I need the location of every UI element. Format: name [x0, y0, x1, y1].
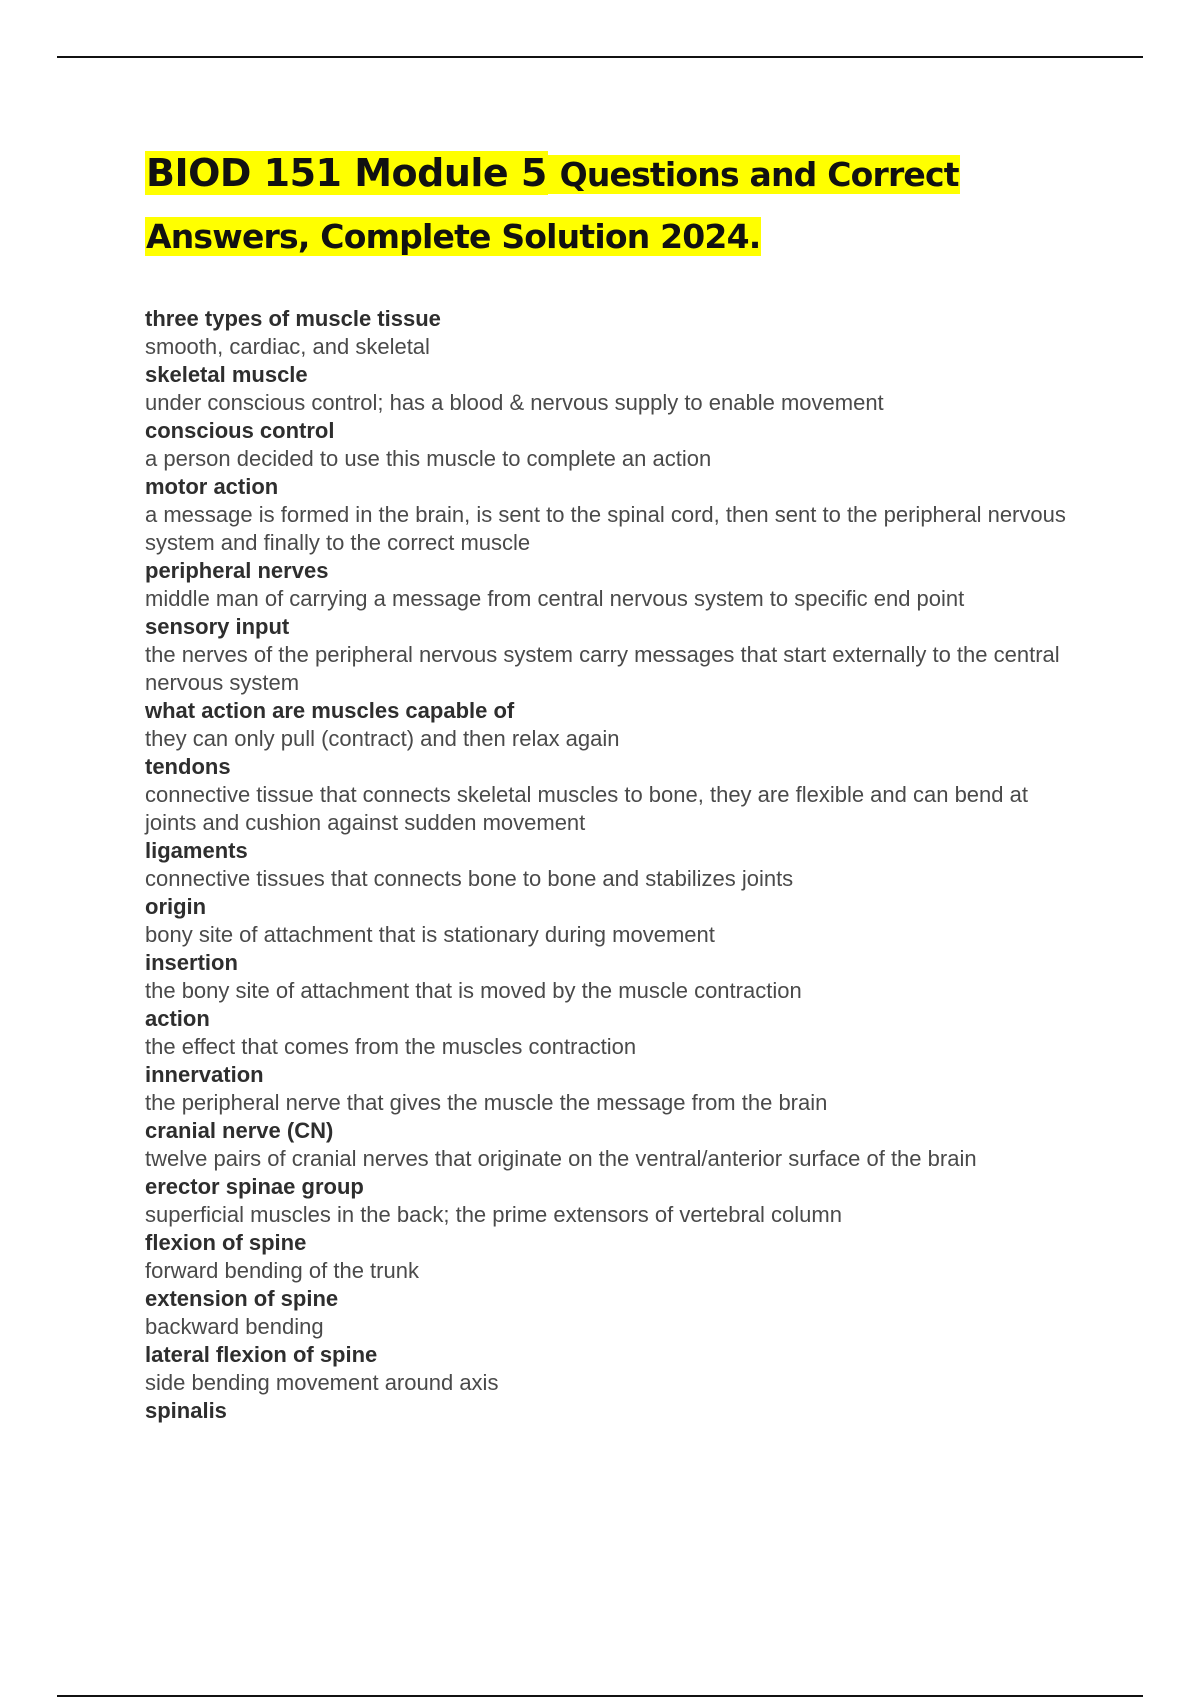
title-line-1: [145, 145, 1045, 209]
qa-term: sensory input: [145, 614, 290, 639]
qa-definition: bony site of attachment that is stationary during movement: [145, 922, 715, 947]
qa-term: skeletal muscle: [145, 362, 308, 387]
qa-term: what action are muscles capable of: [145, 698, 515, 723]
qa-definition: forward bending of the trunk: [145, 1258, 419, 1283]
qa-definition: a person decided to use this muscle to complete an action: [145, 446, 712, 471]
qa-definition: under conscious control; has a blood & nervous supply to enable movement: [145, 390, 884, 415]
title-subtitle-start: Questions and Correct: [548, 155, 959, 194]
qa-term: spinalis: [145, 1398, 227, 1423]
qa-definition: smooth, cardiac, and skeletal: [145, 334, 430, 359]
qa-list: [145, 305, 1085, 1425]
qa-definition: side bending movement around axis: [145, 1370, 499, 1395]
qa-term: three types of muscle tissue: [145, 306, 441, 331]
qa-definition: connective tissue that connects skeletal muscles to bone, they are flexible and can bend at joints and cushion against sudden movement: [145, 782, 1028, 835]
title-course-code: BIOD 151 Module 5: [146, 151, 547, 195]
qa-definition: middle man of carrying a message from central nervous system to specific end point: [145, 586, 965, 611]
qa-definition: the bony site of attachment that is moved by the muscle contraction: [145, 978, 802, 1003]
qa-definition: a message is formed in the brain, is sent to the spinal cord, then sent to the peripheral nervous system and finally to the correct muscle: [145, 502, 1066, 555]
qa-definition: the nerves of the peripheral nervous system carry messages that start externally to the central nervous system: [145, 642, 1060, 695]
qa-definition: superficial muscles in the back; the prime extensors of vertebral column: [145, 1202, 842, 1227]
qa-definition: the effect that comes from the muscles contraction: [145, 1034, 637, 1059]
qa-term: motor action: [145, 474, 279, 499]
bottom-rule: [57, 1695, 1143, 1697]
qa-term: tendons: [145, 754, 231, 779]
qa-term: conscious control: [145, 418, 335, 443]
qa-term: insertion: [145, 950, 238, 975]
qa-term: extension of spine: [145, 1286, 339, 1311]
qa-term: lateral flexion of spine: [145, 1342, 378, 1367]
qa-term: flexion of spine: [145, 1230, 307, 1255]
qa-term: cranial nerve (CN): [145, 1118, 334, 1143]
qa-definition: connective tissues that connects bone to bone and stabilizes joints: [145, 866, 794, 891]
document-title: [145, 145, 1045, 271]
qa-term: ligaments: [145, 838, 248, 863]
title-subtitle-end: Answers, Complete Solution 2024.: [146, 217, 761, 256]
qa-term: innervation: [145, 1062, 264, 1087]
title-line-2: [145, 209, 1045, 271]
qa-term: erector spinae group: [145, 1174, 364, 1199]
qa-definition: backward bending: [145, 1314, 324, 1339]
qa-term: action: [145, 1006, 210, 1031]
qa-definition: the peripheral nerve that gives the muscle the message from the brain: [145, 1090, 828, 1115]
qa-definition: twelve pairs of cranial nerves that originate on the ventral/anterior surface of the brain: [145, 1146, 977, 1171]
qa-term: peripheral nerves: [145, 558, 329, 583]
qa-definition: they can only pull (contract) and then relax again: [145, 726, 620, 751]
top-rule: [57, 56, 1143, 58]
qa-term: origin: [145, 894, 207, 919]
